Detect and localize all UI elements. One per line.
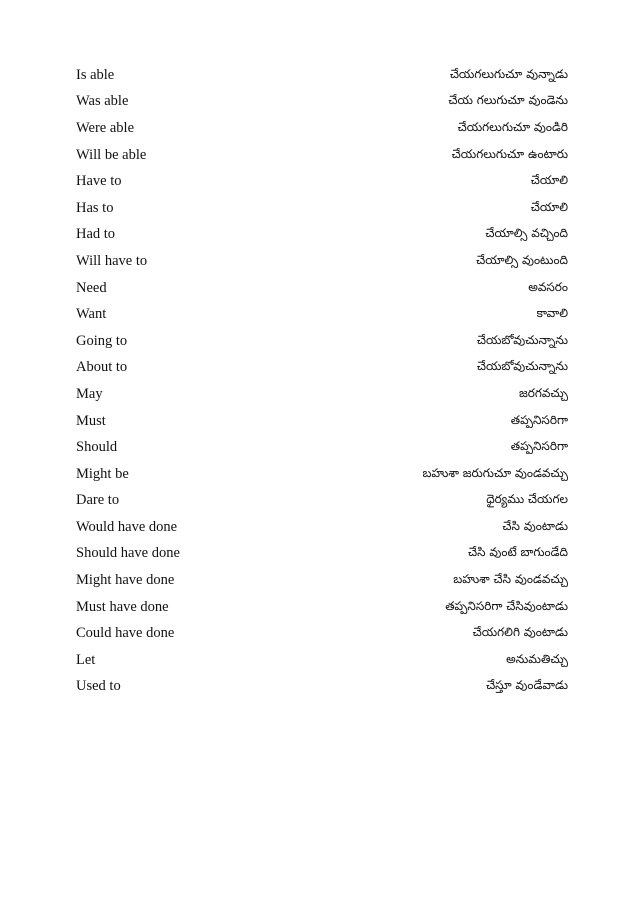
vocabulary-list bbox=[76, 62, 568, 700]
vocab-row bbox=[76, 328, 568, 355]
telugu-translation: చేయగలిగి వుంటాడు bbox=[472, 625, 568, 640]
telugu-translation: చేయాలి bbox=[530, 199, 568, 214]
english-term: Used to bbox=[76, 678, 121, 695]
vocab-row bbox=[76, 461, 568, 488]
english-term: Has to bbox=[76, 199, 114, 216]
english-term: Would have done bbox=[76, 518, 178, 535]
english-term: Might have done bbox=[76, 572, 175, 589]
vocab-row bbox=[76, 594, 568, 621]
vocab-row bbox=[76, 195, 568, 222]
english-term: Is able bbox=[76, 66, 115, 83]
vocab-row bbox=[76, 89, 568, 116]
telugu-translation: జరగవచ్చు bbox=[518, 385, 568, 400]
telugu-translation: చేయాల్సి వచ్చింది bbox=[485, 226, 568, 241]
telugu-translation: చేయబోవుచున్నాను bbox=[476, 359, 568, 374]
english-term: Must bbox=[76, 412, 106, 429]
vocab-row bbox=[76, 142, 568, 169]
english-term: Want bbox=[76, 306, 107, 323]
english-term: Could have done bbox=[76, 625, 175, 642]
telugu-translation: చేయాలి bbox=[530, 173, 568, 188]
english-term: Was able bbox=[76, 93, 129, 110]
telugu-translation: చేయ గలుగుచూ వుండెను bbox=[448, 93, 568, 108]
vocab-row bbox=[76, 115, 568, 142]
telugu-translation: కావాలి bbox=[536, 306, 568, 321]
telugu-translation: అనుమతిచ్చు bbox=[506, 651, 568, 666]
telugu-translation: బహుశా జరుగుచూ వుండవచ్చు bbox=[422, 465, 568, 480]
english-term: Might be bbox=[76, 465, 129, 482]
english-term: Need bbox=[76, 279, 107, 296]
english-term: Will have to bbox=[76, 252, 148, 269]
english-term: Dare to bbox=[76, 492, 120, 509]
english-term: Should have done bbox=[76, 545, 180, 562]
vocab-row bbox=[76, 168, 568, 195]
vocab-row bbox=[76, 434, 568, 461]
vocab-row bbox=[76, 408, 568, 435]
telugu-translation: చేయగలుగుచూ వుండిరి bbox=[457, 119, 568, 134]
telugu-translation: తప్పనిసరిగా bbox=[510, 439, 568, 454]
telugu-translation: చేయగలుగుచూ ఉంటారు bbox=[451, 146, 568, 161]
vocab-row bbox=[76, 301, 568, 328]
vocab-row bbox=[76, 567, 568, 594]
telugu-translation: అవసరం bbox=[528, 279, 568, 294]
telugu-translation: తప్పనిసరిగా bbox=[510, 412, 568, 427]
vocab-row bbox=[76, 355, 568, 382]
vocab-row bbox=[76, 647, 568, 674]
english-term: Going to bbox=[76, 332, 128, 349]
telugu-translation: బహుశా చేసి వుండవచ్చు bbox=[453, 572, 568, 587]
vocab-row bbox=[76, 381, 568, 408]
vocab-row bbox=[76, 62, 568, 89]
vocab-row bbox=[76, 620, 568, 647]
vocab-row bbox=[76, 674, 568, 701]
english-term: Had to bbox=[76, 226, 116, 243]
telugu-translation: చేసి వుంటే బాగుండేది bbox=[468, 545, 568, 560]
english-term: Have to bbox=[76, 173, 122, 190]
telugu-translation: ధైర్యము చేయగల bbox=[486, 492, 568, 507]
telugu-translation: చేయబోవుచున్నాను bbox=[476, 332, 568, 347]
english-term: Must have done bbox=[76, 598, 169, 615]
vocab-row bbox=[76, 514, 568, 541]
english-term: Should bbox=[76, 439, 118, 456]
telugu-translation: చేయాల్సి వుంటుంది bbox=[476, 252, 568, 267]
telugu-translation: చేసి వుంటాడు bbox=[502, 518, 568, 533]
telugu-translation: చేయగలుగుచూ వున్నాడు bbox=[449, 66, 568, 81]
telugu-translation: చేస్తూ వుండేవాడు bbox=[486, 678, 568, 693]
english-term: About to bbox=[76, 359, 128, 376]
english-term: Will be able bbox=[76, 146, 147, 163]
vocab-row bbox=[76, 541, 568, 568]
vocab-row bbox=[76, 488, 568, 515]
english-term: Were able bbox=[76, 119, 134, 136]
telugu-translation: తప్పనిసరిగా చేసివుంటాడు bbox=[445, 598, 568, 613]
vocab-row bbox=[76, 248, 568, 275]
vocab-row bbox=[76, 275, 568, 302]
vocab-row bbox=[76, 222, 568, 249]
english-term: Let bbox=[76, 651, 96, 668]
english-term: May bbox=[76, 385, 103, 402]
